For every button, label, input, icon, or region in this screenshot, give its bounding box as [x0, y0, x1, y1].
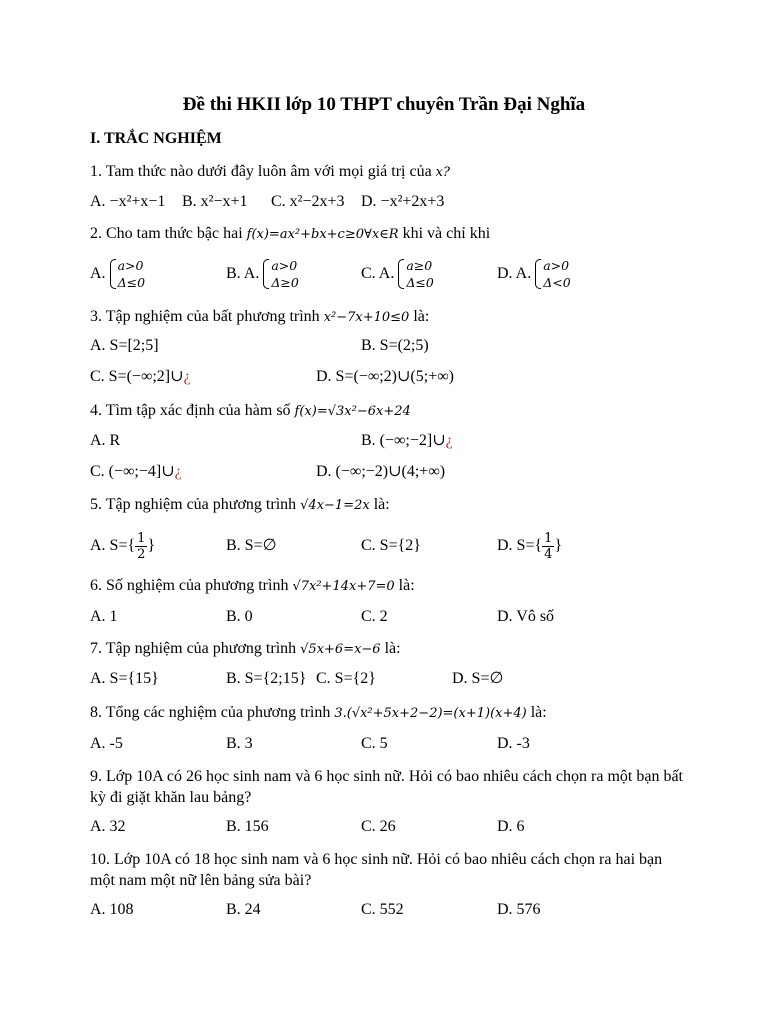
option-b[interactable]: [361, 427, 453, 455]
question-2: [90, 223, 690, 245]
option-b[interactable]: B. x²−x+1: [182, 193, 248, 210]
option-d[interactable]: [497, 528, 562, 564]
question-2-options: [90, 254, 690, 294]
fraction-numerator: 1: [137, 530, 146, 546]
option-a[interactable]: A. 1: [90, 608, 118, 625]
question-5-options: [90, 528, 690, 564]
option-label: C. A.: [361, 265, 395, 282]
option-a[interactable]: A. S=[2;5]: [90, 337, 159, 354]
inequality-system: [263, 257, 298, 291]
option-a[interactable]: A. -5: [90, 735, 123, 752]
option-d[interactable]: [497, 254, 571, 294]
question-3: [90, 306, 690, 328]
question-4-options-row1: [90, 427, 690, 455]
system-bottom: Δ≤0: [117, 275, 146, 291]
question-text: 1. Tam thức nào dưới đây luôn âm với mọi giá trị của: [90, 163, 436, 180]
glyph-marker: ¿: [183, 368, 191, 385]
system-top: a≥0: [406, 258, 433, 274]
option-text: A. S={: [90, 537, 136, 554]
option-d[interactable]: D. 6: [497, 818, 525, 835]
option-b[interactable]: B. 24: [226, 901, 261, 918]
question-1-options: [90, 188, 690, 216]
option-c[interactable]: [90, 458, 182, 486]
option-label: D. A.: [497, 265, 532, 282]
question-variable: x?: [435, 165, 450, 180]
question-text: 2. Cho tam thức bậc hai: [90, 225, 247, 242]
question-6: [90, 575, 690, 597]
option-b[interactable]: B. 3: [226, 735, 253, 752]
question-tail: là:: [526, 704, 547, 721]
brace-close: }: [554, 537, 563, 554]
question-tail: là:: [394, 577, 415, 594]
exam-title: Đề thi HKII lớp 10 THPT chuyên Trần Đại Nghĩa: [182, 94, 586, 115]
option-c[interactable]: C. 552: [361, 901, 404, 918]
option-b[interactable]: B. 0: [226, 608, 253, 625]
question-8-options: [90, 730, 690, 758]
question-3-options-row2: [90, 363, 690, 391]
question-9-options: [90, 813, 690, 841]
question-7-options: [90, 665, 690, 693]
option-b[interactable]: B. S={2;15}: [226, 670, 307, 687]
option-a[interactable]: A. S={15}: [90, 670, 159, 687]
question-text: 5. Tập nghiệm của phương trình: [90, 496, 301, 513]
option-b[interactable]: B. 156: [226, 818, 269, 835]
inequality-system: [535, 257, 570, 291]
question-text: 6. Số nghiệm của phương trình: [90, 577, 293, 594]
option-b[interactable]: B. S=(2;5): [361, 337, 429, 354]
question-10-options: [90, 896, 690, 924]
question-tail: khi và chỉ khi: [398, 225, 491, 242]
option-c[interactable]: C. S={2}: [361, 537, 421, 554]
inequality-system: [110, 257, 145, 291]
option-d[interactable]: D. Vô số: [497, 608, 555, 625]
question-1: [90, 161, 690, 183]
system-top: a>0: [543, 258, 570, 274]
question-formula: f(x)=√3x²−6x+24: [294, 404, 411, 419]
question-tail: là:: [409, 308, 430, 325]
system-top: a>0: [117, 258, 144, 274]
question-formula: √7x²+14x+7=0: [292, 579, 395, 594]
system-top: a>0: [271, 258, 298, 274]
glyph-marker: ¿: [174, 463, 182, 480]
question-10: [90, 849, 690, 891]
question-tail: là:: [369, 496, 390, 513]
option-b[interactable]: B. S=∅: [226, 537, 277, 554]
fraction-denominator: 4: [544, 546, 553, 562]
question-8: [90, 702, 690, 724]
option-c[interactable]: C. x²−2x+3: [271, 193, 345, 210]
question-text: 3. Tập nghiệm của bất phương trình: [90, 308, 324, 325]
option-a[interactable]: A. 108: [90, 901, 134, 918]
option-a[interactable]: A. −x²+x−1: [90, 193, 166, 210]
question-9: [90, 766, 690, 808]
option-b[interactable]: [226, 254, 299, 294]
question-text: 10. Lớp 10A có 18 học sinh nam và 6 học sinh nữ. Hỏi có bao nhiêu cách chọn ra hai bạn một nam một nữ lên bảng sửa bài?: [90, 851, 663, 889]
question-7: [90, 638, 690, 660]
question-3-options-row1: [90, 332, 690, 360]
question-5: [90, 494, 690, 516]
question-text: 4. Tìm tập xác định của hàm số: [90, 402, 295, 419]
option-text: C. S=(−∞;2]∪: [90, 368, 184, 385]
option-text: D. S={: [497, 537, 543, 554]
option-c[interactable]: [361, 254, 434, 294]
fraction: [135, 531, 147, 562]
option-c[interactable]: C. 5: [361, 735, 388, 752]
option-d[interactable]: D. S=(−∞;2)∪(5;+∞): [316, 368, 454, 385]
option-c[interactable]: C. S={2}: [316, 670, 376, 687]
fraction-numerator: 1: [544, 530, 553, 546]
option-a[interactable]: [90, 528, 155, 564]
option-label: B. A.: [226, 265, 260, 282]
question-tail: là:: [380, 640, 401, 657]
question-formula: 3.(√x²+5x+2−2)=(x+1)(x+4): [334, 706, 527, 721]
option-d[interactable]: D. -3: [497, 735, 530, 752]
brace-close: }: [147, 537, 156, 554]
option-c[interactable]: C. 26: [361, 818, 396, 835]
option-c[interactable]: [90, 363, 191, 391]
option-text: C. (−∞;−4]∪: [90, 463, 175, 480]
question-formula: x²−7x+10≤0: [323, 310, 410, 325]
option-a[interactable]: A. R: [90, 432, 121, 449]
fraction: [542, 531, 554, 562]
glyph-marker: ¿: [445, 432, 453, 449]
question-4: [90, 400, 690, 422]
question-text: 9. Lớp 10A có 26 học sinh nam và 6 học sinh nữ. Hỏi có bao nhiêu cách chọn ra một bạn bất kỳ đi giặt khăn lau bảng?: [90, 768, 683, 806]
option-label: A.: [90, 265, 106, 282]
system-bottom: Δ≤0: [406, 275, 434, 291]
section-heading: I. TRẮC NGHIỆM: [90, 130, 222, 147]
system-bottom: Δ≥0: [271, 275, 299, 291]
option-d[interactable]: D. S=∅: [452, 670, 504, 687]
inequality-system: [398, 257, 433, 291]
question-text: 7. Tập nghiệm của phương trình: [90, 640, 301, 657]
option-d[interactable]: D. (−∞;−2)∪(4;+∞): [316, 463, 446, 480]
question-text: 8. Tổng các nghiệm của phương trình: [90, 704, 335, 721]
option-d[interactable]: D. 576: [497, 901, 541, 918]
question-formula: √5x+6=x−6: [300, 642, 381, 657]
question-4-options-row2: [90, 458, 690, 486]
question-6-options: [90, 603, 690, 631]
option-a[interactable]: A. 32: [90, 818, 126, 835]
option-text: B. (−∞;−2]∪: [361, 432, 446, 449]
option-a[interactable]: [90, 254, 145, 294]
system-bottom: Δ<0: [543, 275, 571, 291]
question-formula: √4x−1=2x: [300, 498, 370, 513]
option-d[interactable]: D. −x²+2x+3: [361, 193, 445, 210]
question-formula: f(x)=ax²+bx+c≥0∀x∈R: [246, 227, 399, 242]
fraction-denominator: 2: [137, 546, 146, 562]
option-c[interactable]: C. 2: [361, 608, 388, 625]
